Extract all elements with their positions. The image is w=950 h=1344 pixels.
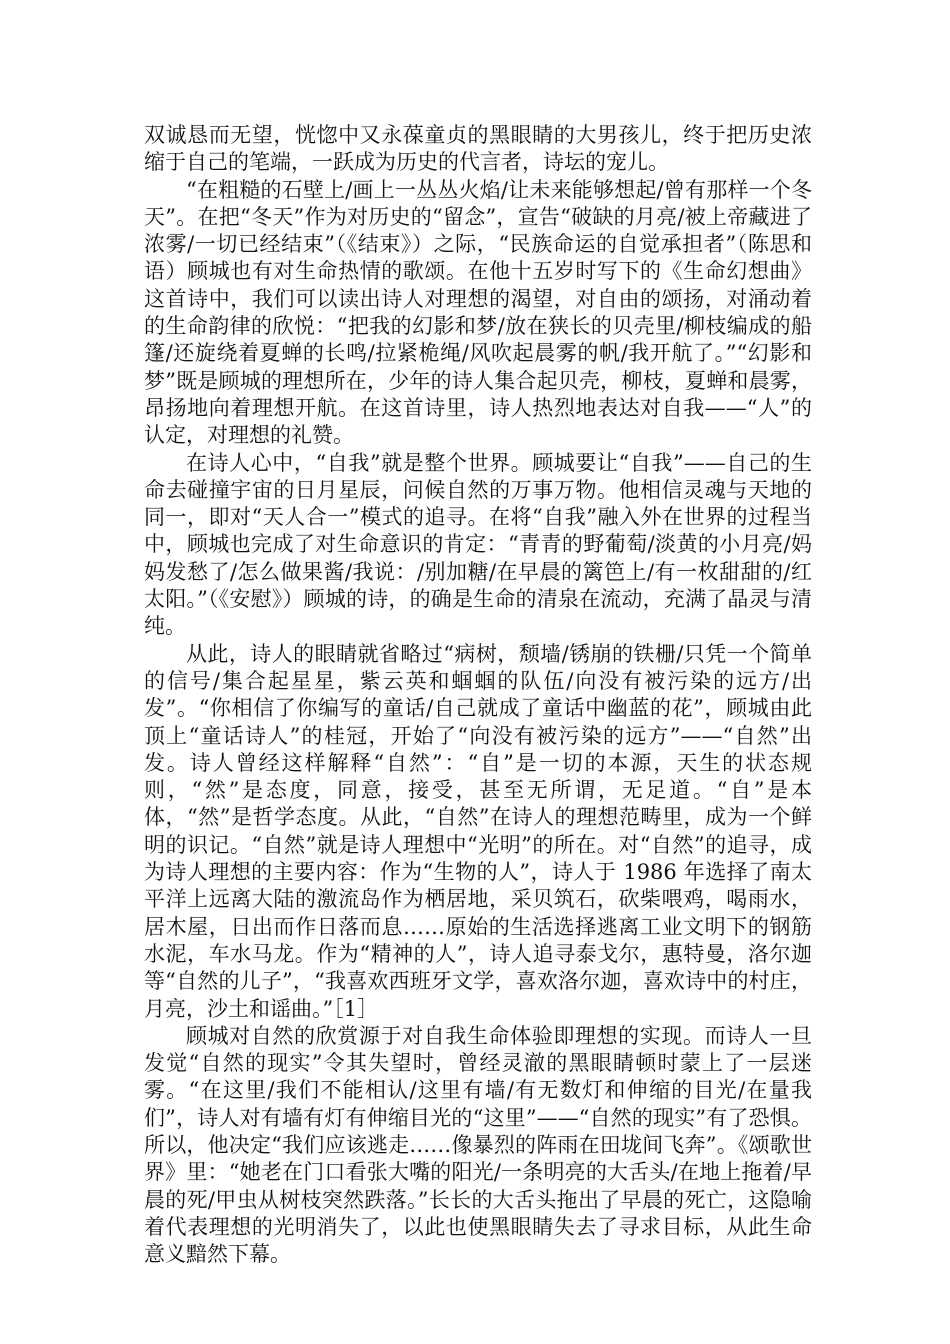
paragraph-2: “在粗糙的石壁上/画上一丛丛火焰/让未来能够想起/曾有那样一个冬天”。在把“冬天”作为对历史的“留念”，宣告“破缺的月亮/被上帝藏进了浓雾/一切已经结束”（《结束》）之际，“民族命运的自觉承担者”（陈思和语）顾城也有对生命热情的歌颂。在他十五岁时写下的《生命幻想曲》这首诗中，我们可以读出诗人对理想的渴望，对自由的颂扬，对涌动着的生命韵律的欣悦：“把我的幻影和梦/放在狭长的贝壳里/柳枝编成的船篷/还旋绕着夏蝉的长鸣/拉紧桅绳/风吹起晨雾的帆/我开航了。”“幻影和梦”既是顾城的理想所在，少年的诗人集合起贝壳，柳枝，夏蝉和晨雾，昂扬地向着理想开航。在这首诗里，诗人热烈地表达对自我——“人”的认定，对理想的礼赞。: [144, 177, 812, 448]
paragraph-4: 从此，诗人的眼睛就省略过“病树，颓墙/锈崩的铁栅/只凭一个简单的信号/集合起星星，紫云英和蝈蝈的队伍/向没有被污染的远方/出发”。“你相信了你编写的童话/自己就成了童话中幽蓝的花”，顾城由此顶上“童话诗人”的桂冠，开始了“向没有被污染的远方”——“自然”出发。诗人曾经这样解释“自然”：“自”是一切的本源，天生的状态规则，“然”是态度，同意，接受，甚至无所谓，无足道。“自”是本体，“然”是哲学态度。从此，“自然”在诗人的理想范畴里，成为一个鲜明的识记。“自然”就是诗人理想中“光明”的所在。对“自然”的追寻，成为诗人理想的主要内容：作为“生物的人”，诗人于 1986 年选择了南太平洋上远离大陆的激流岛作为栖居地，采贝筑石，砍柴喂鸡，喝雨水，居木屋，日出而作日落而息……原始的生活选择逃离工业文明下的钢筋水泥，车水马龙。作为“精神的人”，诗人追寻泰戈尔，惠特曼，洛尔迦等“自然的儿子”，“我喜欢西班牙文学，喜欢洛尔迦，喜欢诗中的村庄，月亮，沙土和谣曲。”［1］: [144, 641, 812, 1021]
document-page: [144, 122, 812, 1268]
paragraph-3: 在诗人心中，“自我”就是整个世界。顾城要让“自我”——自己的生命去碰撞宇宙的日月星辰，问候自然的万事万物。他相信灵魂与天地的同一，即对“天人合一”模式的追寻。在将“自我”融入外在世界的过程当中，顾城也完成了对生命意识的肯定：“青青的野葡萄/淡黄的小月亮/妈妈发愁了/怎么做果酱/我说：/别加糖/在早晨的篱笆上/有一枚甜甜的/红太阳。”（《安慰》）顾城的诗，的确是生命的清泉在流动，充满了晶灵与清纯。: [144, 450, 812, 639]
paragraph-5: 顾城对自然的欣赏源于对自我生命体验即理想的实现。而诗人一旦发觉“自然的现实”令其失望时，曾经灵澈的黑眼睛顿时蒙上了一层迷雾。“在这里/我们不能相认/这里有墙/有无数灯和伸缩的目光/在量我们”，诗人对有墙有灯有伸缩目光的“这里”——“自然的现实”有了恐惧。所以，他决定“我们应该逃走……像暴烈的阵雨在田垅间飞奔”。《颂歌世界》里：“她老在门口看张大嘴的阳光/一条明亮的大舌头/在地上拖着/早晨的死/甲虫从树枝突然跌落。”长长的大舌头拖出了早晨的死亡，这隐喻着代表理想的光明消失了，以此也使黑眼睛失去了寻求目标，从此生命意义黯然下幕。: [144, 1023, 812, 1267]
paragraph-1: 双诚恳而无望，恍惚中又永葆童贞的黑眼睛的大男孩儿，终于把历史浓缩于自己的笔端，一跃成为历史的代言者，诗坛的宠儿。: [144, 123, 812, 175]
